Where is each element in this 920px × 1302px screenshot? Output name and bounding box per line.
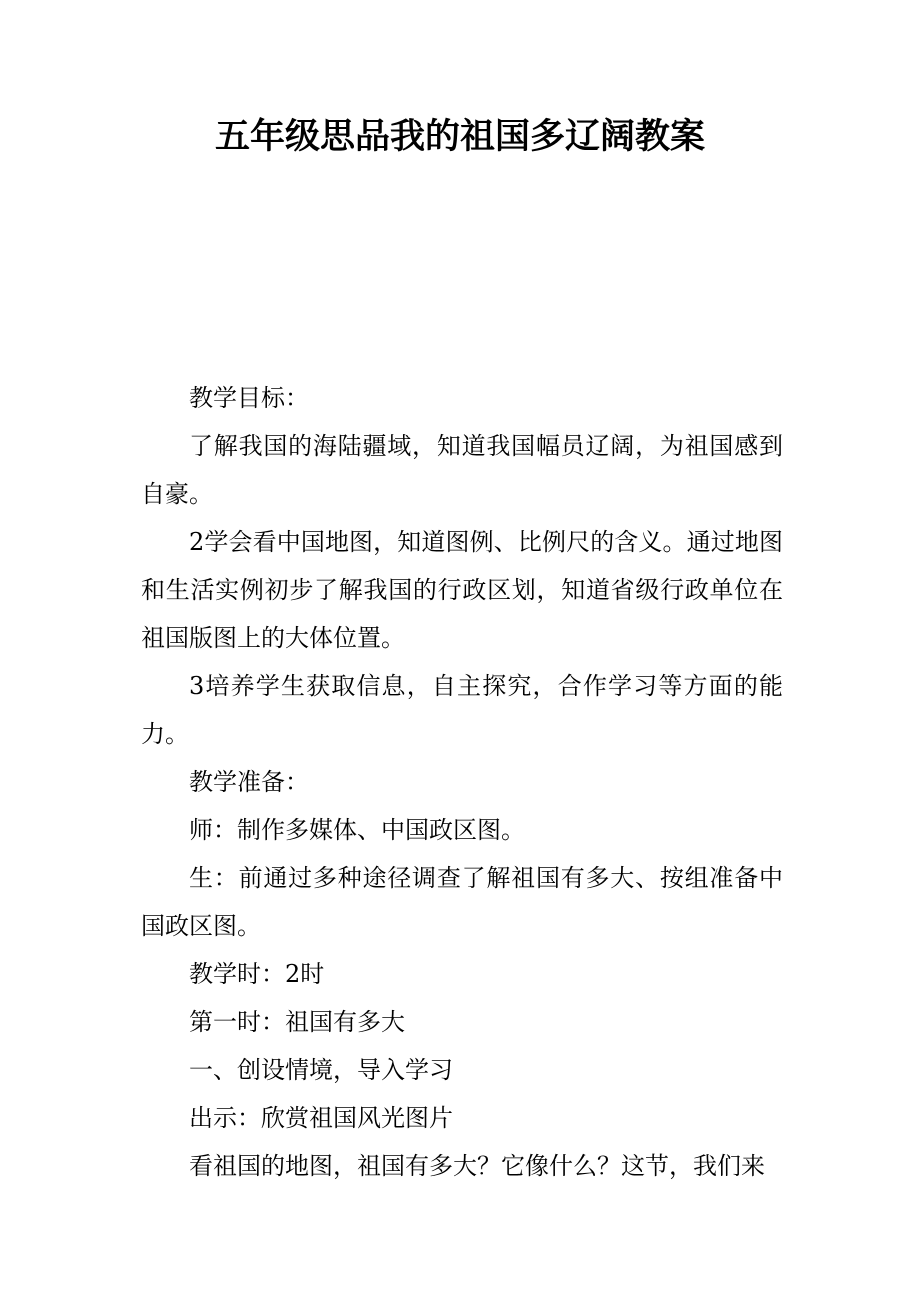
paragraph-lesson-one: 第一时：祖国有多大: [189, 1008, 405, 1036]
paragraph-objective-3: 3培养学生获取信息，自主探究，合作学习等方面的能力。: [141, 672, 783, 748]
paragraph-teaching-time: 教学时：2时: [189, 960, 325, 988]
paragraph-objectives-heading: 教学目标：: [189, 384, 309, 412]
paragraph-section-one: 一、创设情境，导入学习: [189, 1056, 453, 1084]
paragraph-objective-2: 2学会看中国地图，知道图例、比例尺的含义。通过地图和生活实例初步了解我国的行政区划，知道省级行政单位在祖国版图上的大体位置。: [141, 528, 783, 652]
paragraph-objective-1: 了解我国的海陆疆域，知道我国幅员辽阔，为祖国感到自豪。: [141, 432, 783, 508]
paragraph-show-pictures: 出示：欣赏祖国风光图片: [189, 1104, 453, 1132]
paragraph-teacher-preparation: 师：制作多媒体、中国政区图。: [189, 816, 525, 844]
paragraph-map-question: 看祖国的地图，祖国有多大？它像什么？这节，我们来: [189, 1152, 765, 1180]
paragraph-student-preparation: 生：前通过多种途径调查了解祖国有多大、按组准备中国政区图。: [141, 864, 783, 940]
document-body: [141, 374, 783, 1190]
paragraph-preparation-heading: 教学准备：: [189, 768, 309, 796]
document-title: 五年级思品我的祖国多辽阔教案: [214, 116, 705, 157]
